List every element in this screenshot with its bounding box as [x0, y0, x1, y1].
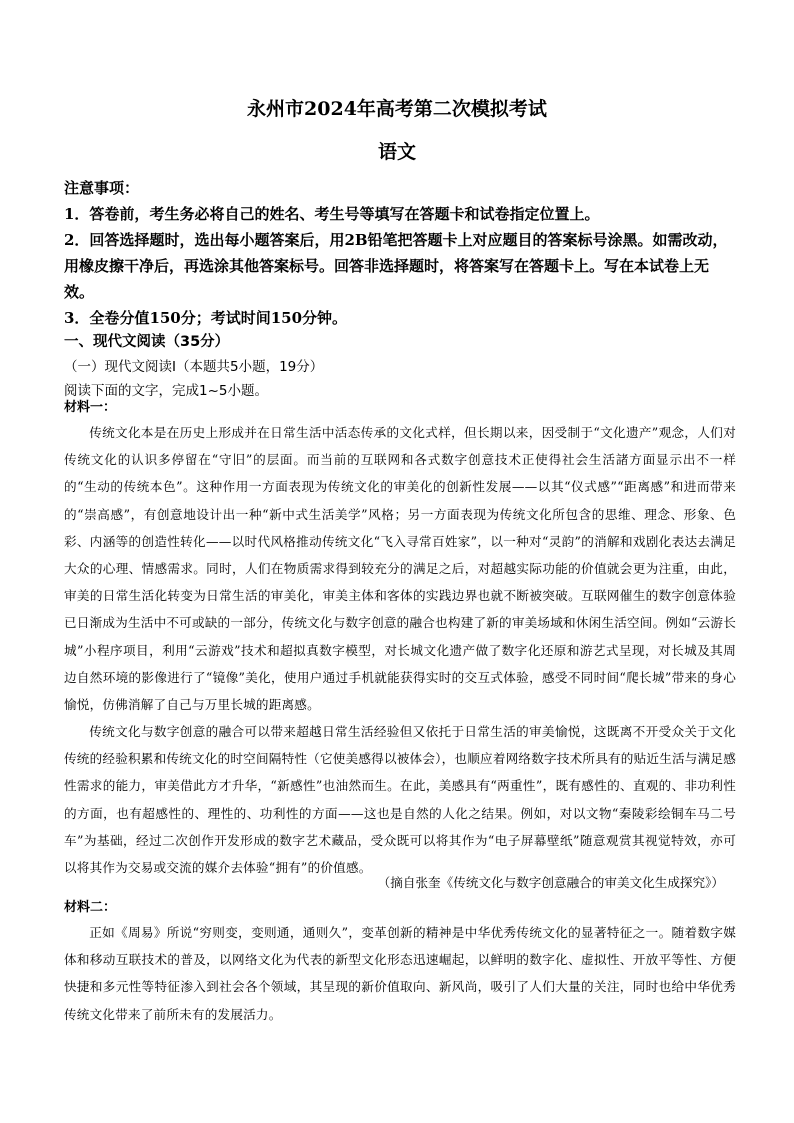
notice-item-2: 2．回答选择题时，选出每小题答案后，用2B铅笔把答题卡上对应题目的答案标号涂黑。如需改动，用橡皮擦干净后，再选涂其他答案标号。回答非选择题时，将答案写在答题卡上。写在本试卷上无效。 — [64, 231, 728, 301]
material2-paragraph-1: 正如《周易》所说“穷则变，变则通，通则久”，变革创新的精神是中华优秀传统文化的显著特征之一。随着数字媒体和移动互联技术的普及，以网络文化为代表的新型文化形态迅速崛起，以鲜明的数字化、虚拟性、开放平等性、方便快捷和多元性等特征渗入到社会各个领域，其呈现的新价值取向、新风尚，吸引了人们大量的关注，同时也给中华优秀传统文化带来了前所未有的发展活力。 — [64, 925, 736, 1022]
section-subheading: （一）现代文阅读Ⅰ（本题共5小题，19分） — [64, 359, 324, 375]
notice-heading: 注意事项： — [64, 179, 140, 197]
notice-block — [64, 175, 736, 331]
notice-item-3: 3．全卷分值150分；考试时间150分钟。 — [64, 309, 348, 327]
material2-label: 材料二： — [64, 900, 117, 915]
section-heading: 一、现代文阅读（35分） — [64, 334, 230, 350]
notice-item-1: 1．答卷前，考生务必将自己的姓名、考生号等填写在答题卡和试卷指定位置上。 — [64, 205, 600, 223]
section-instruction: 阅读下面的文字，完成1~5小题。 — [64, 383, 268, 399]
material1-paragraph-2: 传统文化与数字创意的融合可以带来超越日常生活经验但又依托于日常生活的审美愉悦，这既离不开受众关于文化传统的经验积累和传统文化的时空间隔特性（它使美感得以被体会），也顺应着网络数字技术所具有的贴近生活与满足感性需求的能力，审美借此方才升华，“新感性”也油然而生。在此，美感具有“两重性”，既有感性的、直观的、非功利性的方面，也有超感性的、理性的、功利性的方面——这也是自然的人化之结果。例如，对以文物“秦陵彩绘铜车马二号车”为基础，经过二次创作开发形成的数字艺术藏品，受众既可以将其作为“电子屏幕壁纸”随意观赏其视觉特效，亦可以将其作为交易或交流的媒介去体验“拥有”的价值感。 — [64, 724, 736, 876]
material1-label: 材料一： — [64, 400, 117, 415]
material1-paragraph-1: 传统文化本是在历史上形成并在日常生活中活态传承的文化式样，但长期以来，因受制于“文化遗产”观念，人们对传统文化的认识多停留在“守旧”的层面。而当前的互联网和各式数字创意技术正使得社会生活諸方面显示出不一样的“生动的传统本色”。这种作用一方面表现为传统文化的审美化的创新性发展——以其“仪式感”“距离感”和进而带来的“崇高感”，有创意地设计出一种“新中式生活美学”风格；另一方面表现为传统文化所包含的思维、理念、形象、色彩、内涵等的创造性转化——以时代风格推动传统文化“飞入寻常百姓家”，以一种对“灵韵”的消解和戏剧化表达去满足大众的心理、情感需求。同时，人们在物质需求得到较充分的满足之后，对超越实际功能的价值就会更为注重，由此，审美的日常生活化转变为日常生活的审美化，审美主体和客体的实践边界也就不断被突破。互联网催生的数字创意体验已日渐成为生活中不可或缺的一部分，传统文化与数字创意的融合也构建了新的审美场域和休闲生活空间。例如“云游长城”小程序项目，利用“云游戏”技术和超拟真数字模型，对长城文化遗产做了数字化还原和游艺式呈现，对长城及其周边自然环境的影像进行了“镜像”美化，使用户通过手机就能获得实时的交互式体验，感受不同时间“爬长城”带来的身心愉悦，仿佛消解了自己与万里长城的距离感。 — [64, 425, 736, 713]
exam-title: 永州市2024年高考第二次模拟考试 — [247, 98, 547, 120]
exam-subject: 语文 — [377, 141, 416, 163]
material1-source: （摘自张奎《传统文化与数字创意融合的审美文化生成探究》） — [377, 875, 724, 890]
